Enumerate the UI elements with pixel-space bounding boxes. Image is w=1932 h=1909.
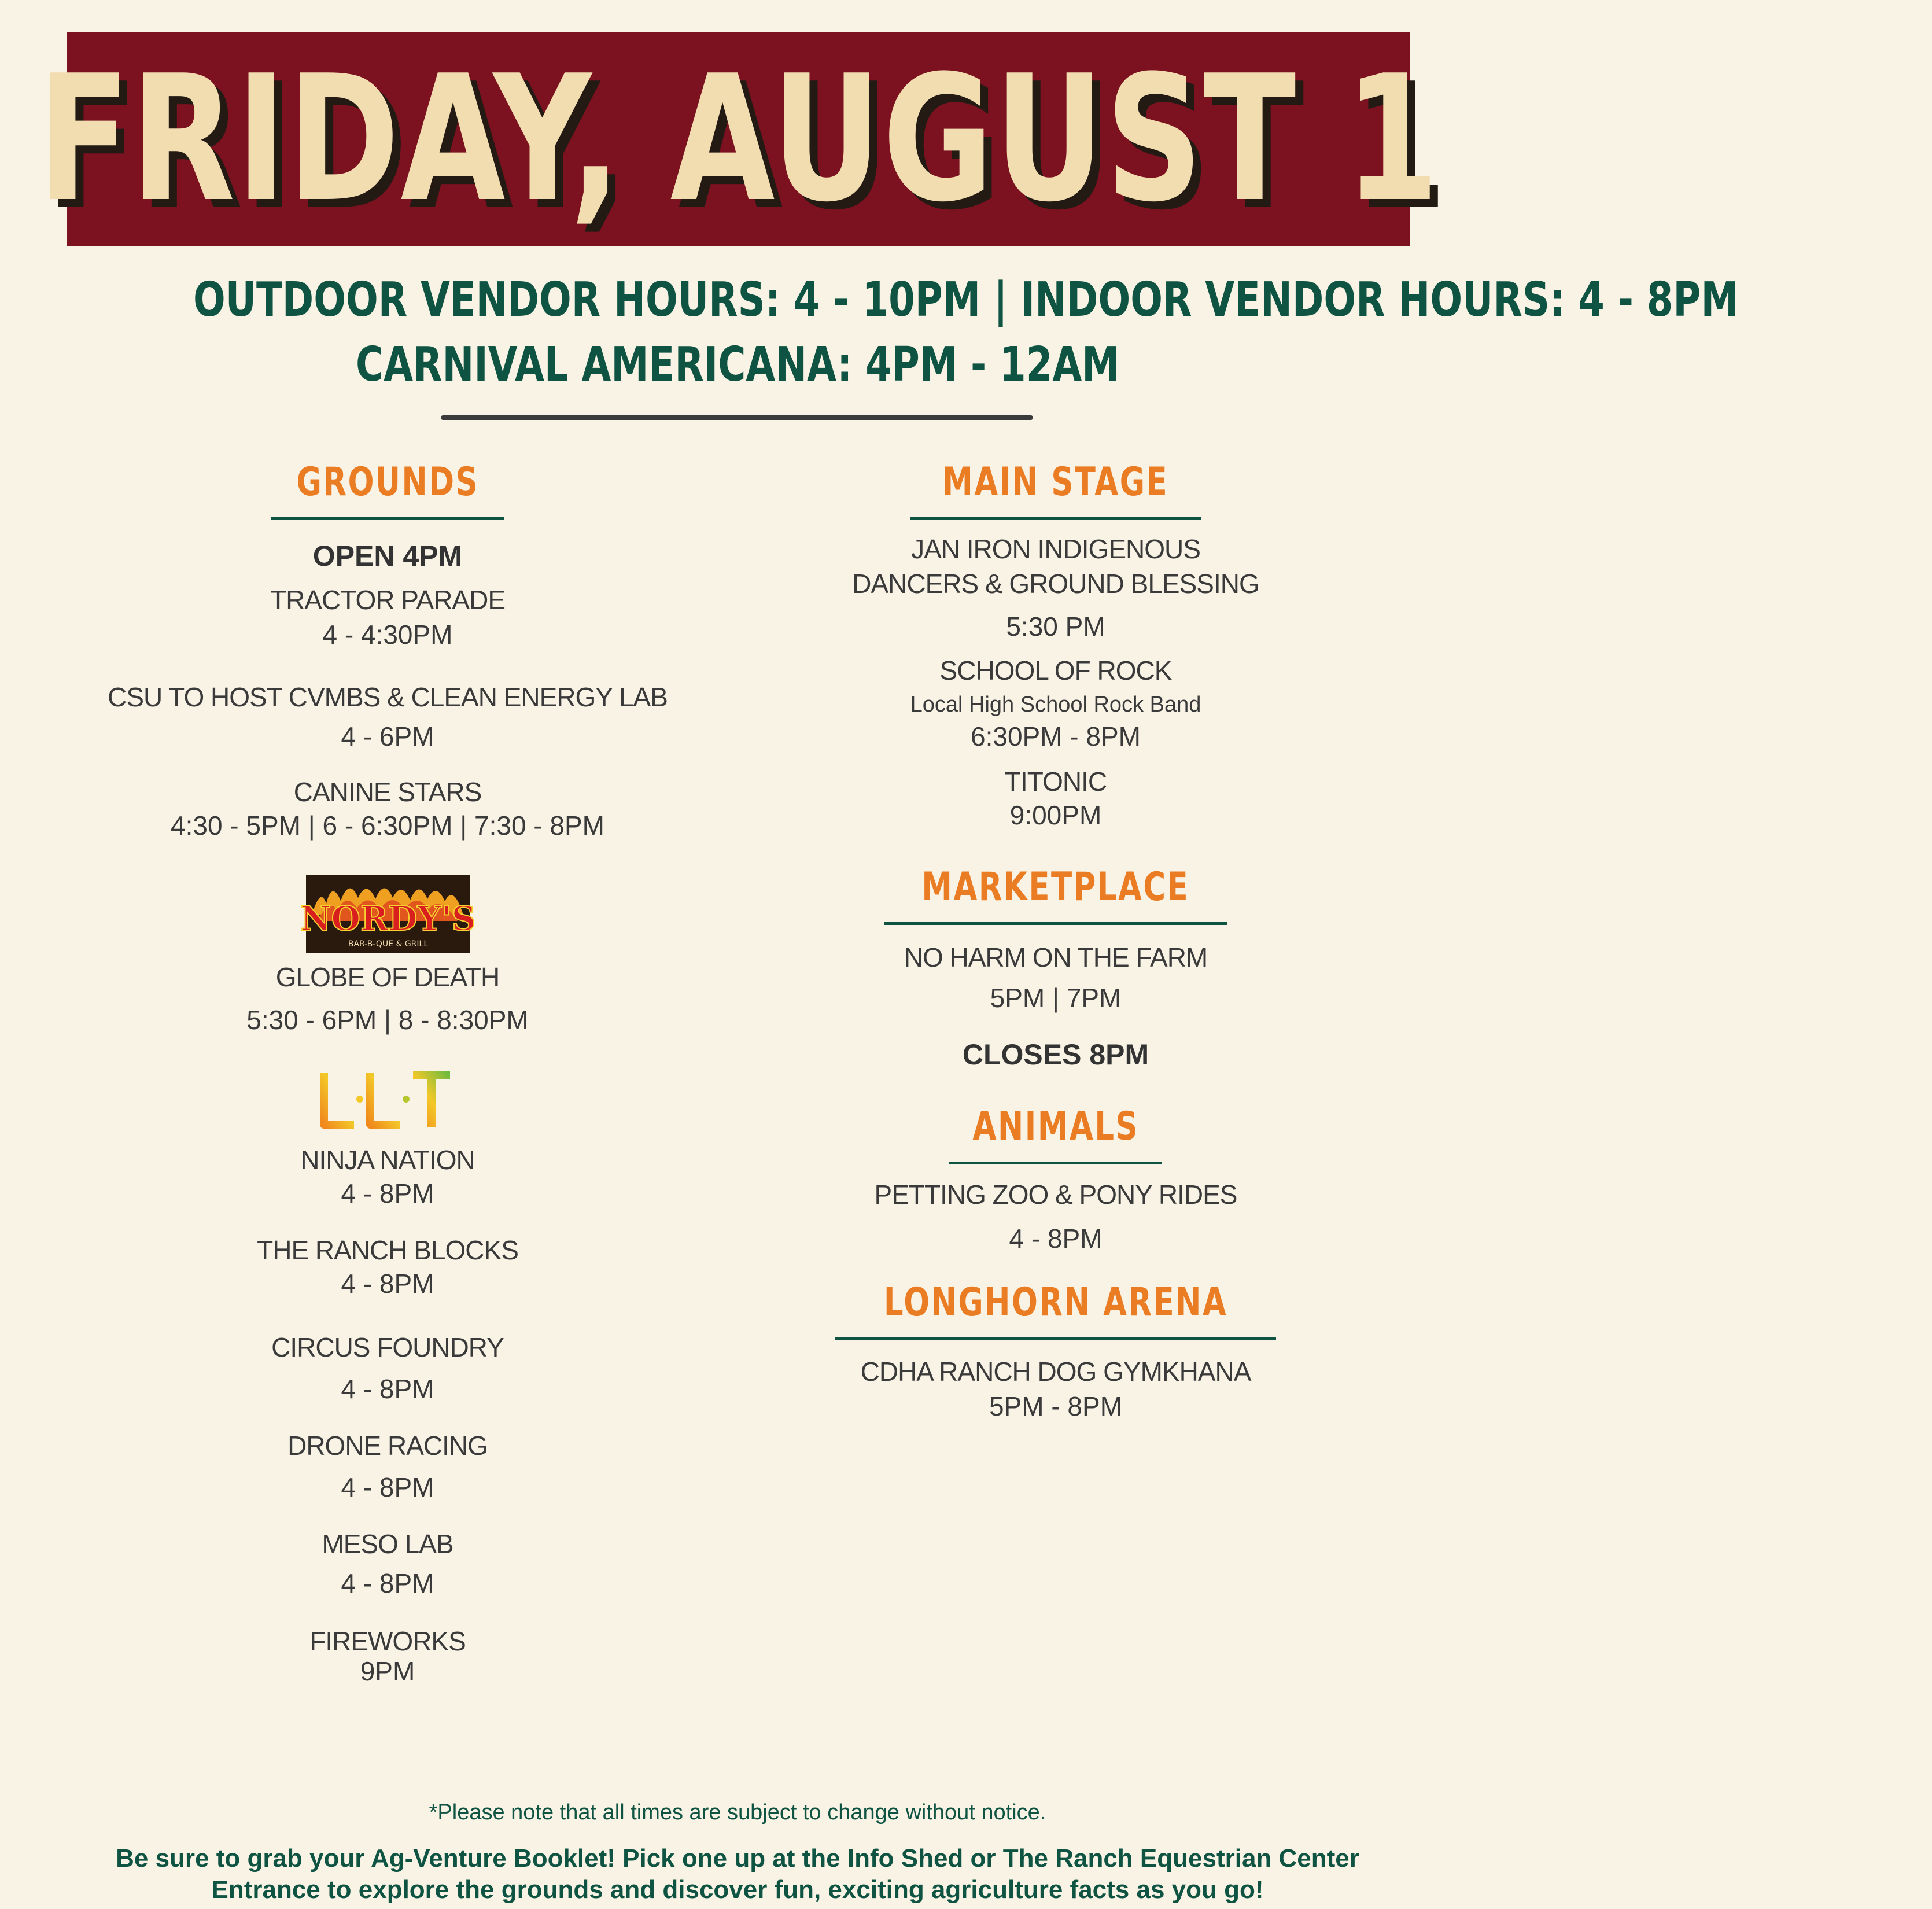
event-time: 5PM | 7PM — [990, 983, 1122, 1013]
event-name: SCHOOL OF ROCK — [939, 655, 1172, 686]
divider — [441, 415, 1033, 420]
nordys-logo-sub: BAR-B-QUE & GRILL — [348, 939, 429, 949]
animals-heading: ANIMALS — [949, 1107, 1162, 1164]
event-time: 4 - 6PM — [341, 721, 434, 751]
event-time: 4 - 4:30PM — [322, 620, 453, 650]
event-time: 4 - 8PM — [341, 1269, 434, 1299]
event-name: TRACTOR PARADE — [270, 585, 506, 615]
event-subtitle: Local High School Rock Band — [910, 692, 1201, 717]
event-name: GLOBE OF DEATH — [275, 962, 500, 992]
event-time: 5:30 PM — [1006, 611, 1105, 642]
longhorn-arena-heading: LONGHORN ARENA — [835, 1283, 1276, 1340]
grounds-heading: GROUNDS — [271, 463, 505, 520]
event-name: TITONIC — [1004, 766, 1107, 797]
event-name: FIREWORKS — [309, 1626, 466, 1656]
event-name: CSU TO HOST CVMBS & CLEAN ENERGY LAB — [108, 682, 668, 712]
booklet-callout — [0, 1843, 1475, 1905]
marketplace-heading: MARKETPLACE — [884, 868, 1227, 925]
vendor-hours: OUTDOOR VENDOR HOURS: 4 - 10PM | INDOOR VENDOR HOURS: 4 - 8PM — [193, 272, 1739, 327]
event-time: 4 - 8PM — [341, 1178, 434, 1208]
event-time: 6:30PM - 8PM — [971, 721, 1141, 751]
event-name: NO HARM ON THE FARM — [904, 942, 1208, 972]
page-title: FRIDAY, AUGUST 1 — [37, 38, 1440, 240]
main-stage-heading: MAIN STAGE — [910, 463, 1200, 520]
booklet-callout-line2: Entrance to explore the grounds and discover fun, exciting agriculture facts as you go! — [211, 1875, 1264, 1904]
event-name: JAN IRON INDIGENOUS — [911, 534, 1200, 564]
event-time: 4:30 - 5PM | 6 - 6:30PM | 7:30 - 8PM — [171, 810, 604, 841]
event-name: NINJA NATION — [300, 1145, 475, 1175]
nordys-logo-text: NORDY'S — [300, 899, 476, 938]
event-name: CANINE STARS — [293, 777, 482, 807]
event-time: 9PM — [360, 1656, 415, 1686]
nordys-bbq-logo — [300, 875, 476, 953]
carnival-hours: CARNIVAL AMERICANA: 4PM - 12AM — [355, 337, 1120, 392]
llt-logo — [317, 1067, 456, 1135]
event-name-line2: DANCERS & GROUND BLESSING — [852, 569, 1259, 599]
title-banner — [37, 32, 1440, 246]
event-time: 5PM - 8PM — [989, 1391, 1123, 1421]
event-time: 5:30 - 6PM | 8 - 8:30PM — [246, 1005, 529, 1035]
event-time: 4 - 8PM — [341, 1374, 434, 1404]
disclaimer-note: *Please note that all times are subject to change without notice. — [429, 1800, 1046, 1825]
event-name: PETTING ZOO & PONY RIDES — [874, 1180, 1237, 1210]
event-name: THE RANCH BLOCKS — [257, 1235, 518, 1265]
event-name: CIRCUS FOUNDRY — [271, 1332, 504, 1362]
grounds-open-time: OPEN 4PM — [312, 540, 463, 572]
event-time: 4 - 8PM — [341, 1472, 434, 1502]
event-time: 9:00PM — [1009, 800, 1102, 830]
event-name: DRONE RACING — [287, 1431, 488, 1461]
event-time: 4 - 8PM — [1009, 1223, 1103, 1254]
booklet-callout-line1: Be sure to grab your Ag-Venture Booklet! Pick one up at the Info Shed or The Ranch Equestrian Center — [116, 1844, 1359, 1873]
marketplace-closes: CLOSES 8PM — [962, 1038, 1149, 1071]
event-name: MESO LAB — [322, 1529, 453, 1559]
event-name: CDHA RANCH DOG GYMKHANA — [860, 1357, 1251, 1387]
event-time: 4 - 8PM — [341, 1568, 434, 1598]
